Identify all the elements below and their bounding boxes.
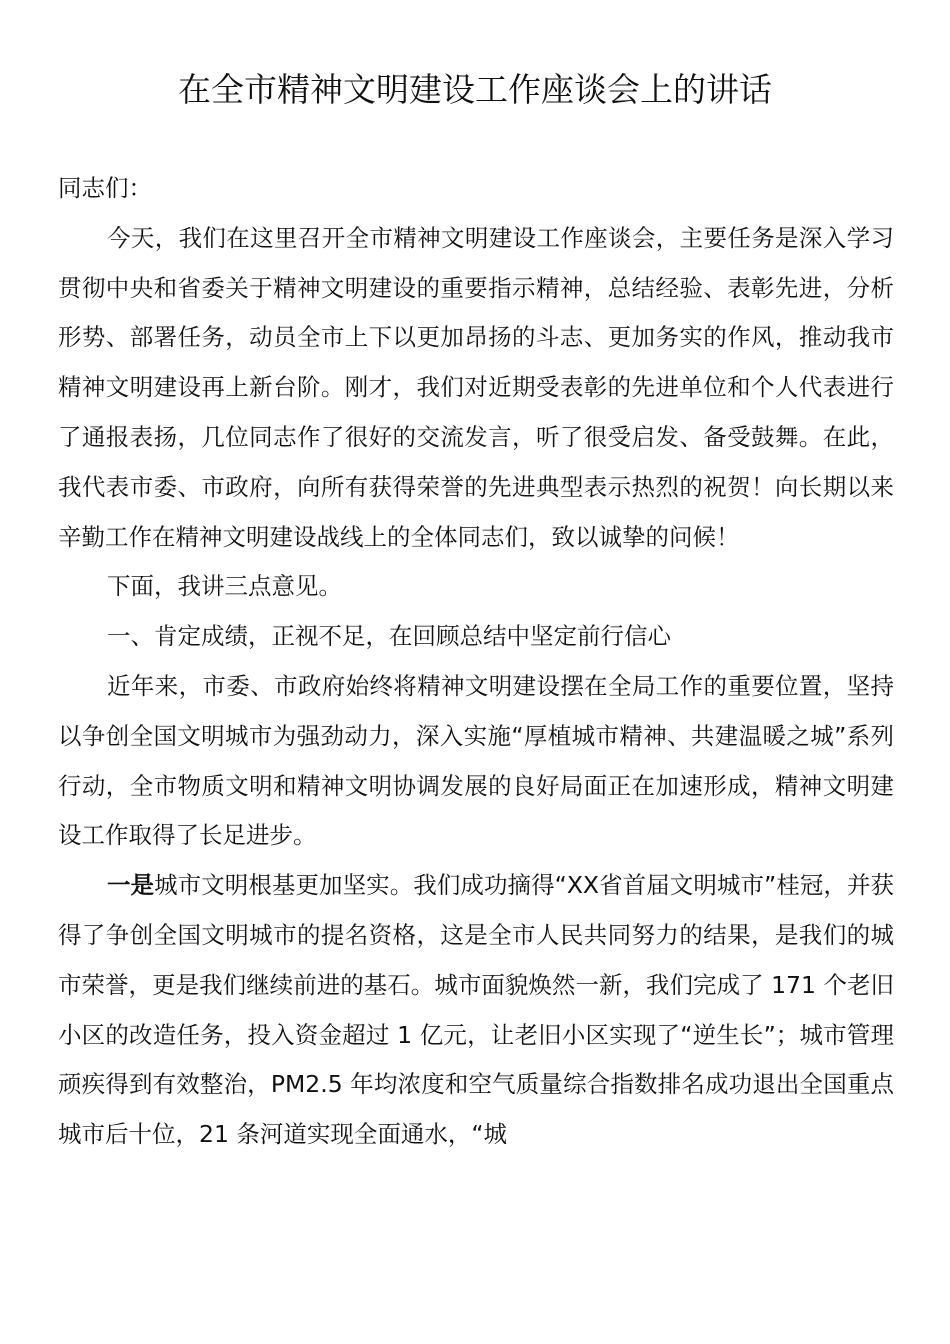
document-body — [58, 164, 894, 1160]
point-1-lead: 一是 — [107, 871, 155, 900]
salutation: 同志们： — [58, 174, 152, 202]
paragraph-point-1 — [58, 861, 894, 1160]
document-title: 在全市精神文明建设工作座谈会上的讲话 — [178, 70, 772, 109]
paragraph-transition: 下面，我讲三点意见。 — [107, 572, 342, 601]
section-heading-1: 一、肯定成绩，正视不足，在回顾总结中坚定前行信心 — [107, 622, 671, 651]
point-1-text: 城市文明根基更加坚实。我们成功摘得“XX省首届文明城市”桂冠，并获得了争创全国文明城市的提名资格，这是全市人民共同努力的结果，是我们的城市荣誉，更是我们继续前进的基石。城市面貌焕然一新，我们完成了 171 个老旧小区的改造任务，投入资金超过 1 亿元，让老旧小区实现了“逆生长”；城市管理顽疾得到有效整治，PM2.5 年均浓度和空气质量综合指数排名成功退出全国重点城市后十位，21 条河道实现全面通水，“城 — [58, 871, 895, 1149]
paragraph-section1-intro: 近年来，市委、市政府始终将精神文明建设摆在全局工作的重要位置，坚持以争创全国文明城市为强劲动力，深入实施“厚植城市精神、共建温暖之城”系列行动，全市物质文明和精神文明协调发展的良好局面正在加速形成，精神文明建设工作取得了长足进步。 — [58, 671, 894, 850]
paragraph-intro: 今天，我们在这里召开全市精神文明建设工作座谈会，主要任务是深入学习贯彻中央和省委关于精神文明建设的重要指示精神，总结经验、表彰先进，分析形势、部署任务，动员全市上下以更加昂扬的斗志、更加务实的作风，推动我市精神文明建设再上新台阶。刚才，我们对近期受表彰的先进单位和个人代表进行了通报表扬，几位同志作了很好的交流发言，听了很受启发、备受鼓舞。在此，我代表市委、市政府，向所有获得荣誉的先进典型表示热烈的祝贺！向长期以来辛勤工作在精神文明建设战线上的全体同志们，致以诚挚的问候！ — [58, 223, 894, 551]
